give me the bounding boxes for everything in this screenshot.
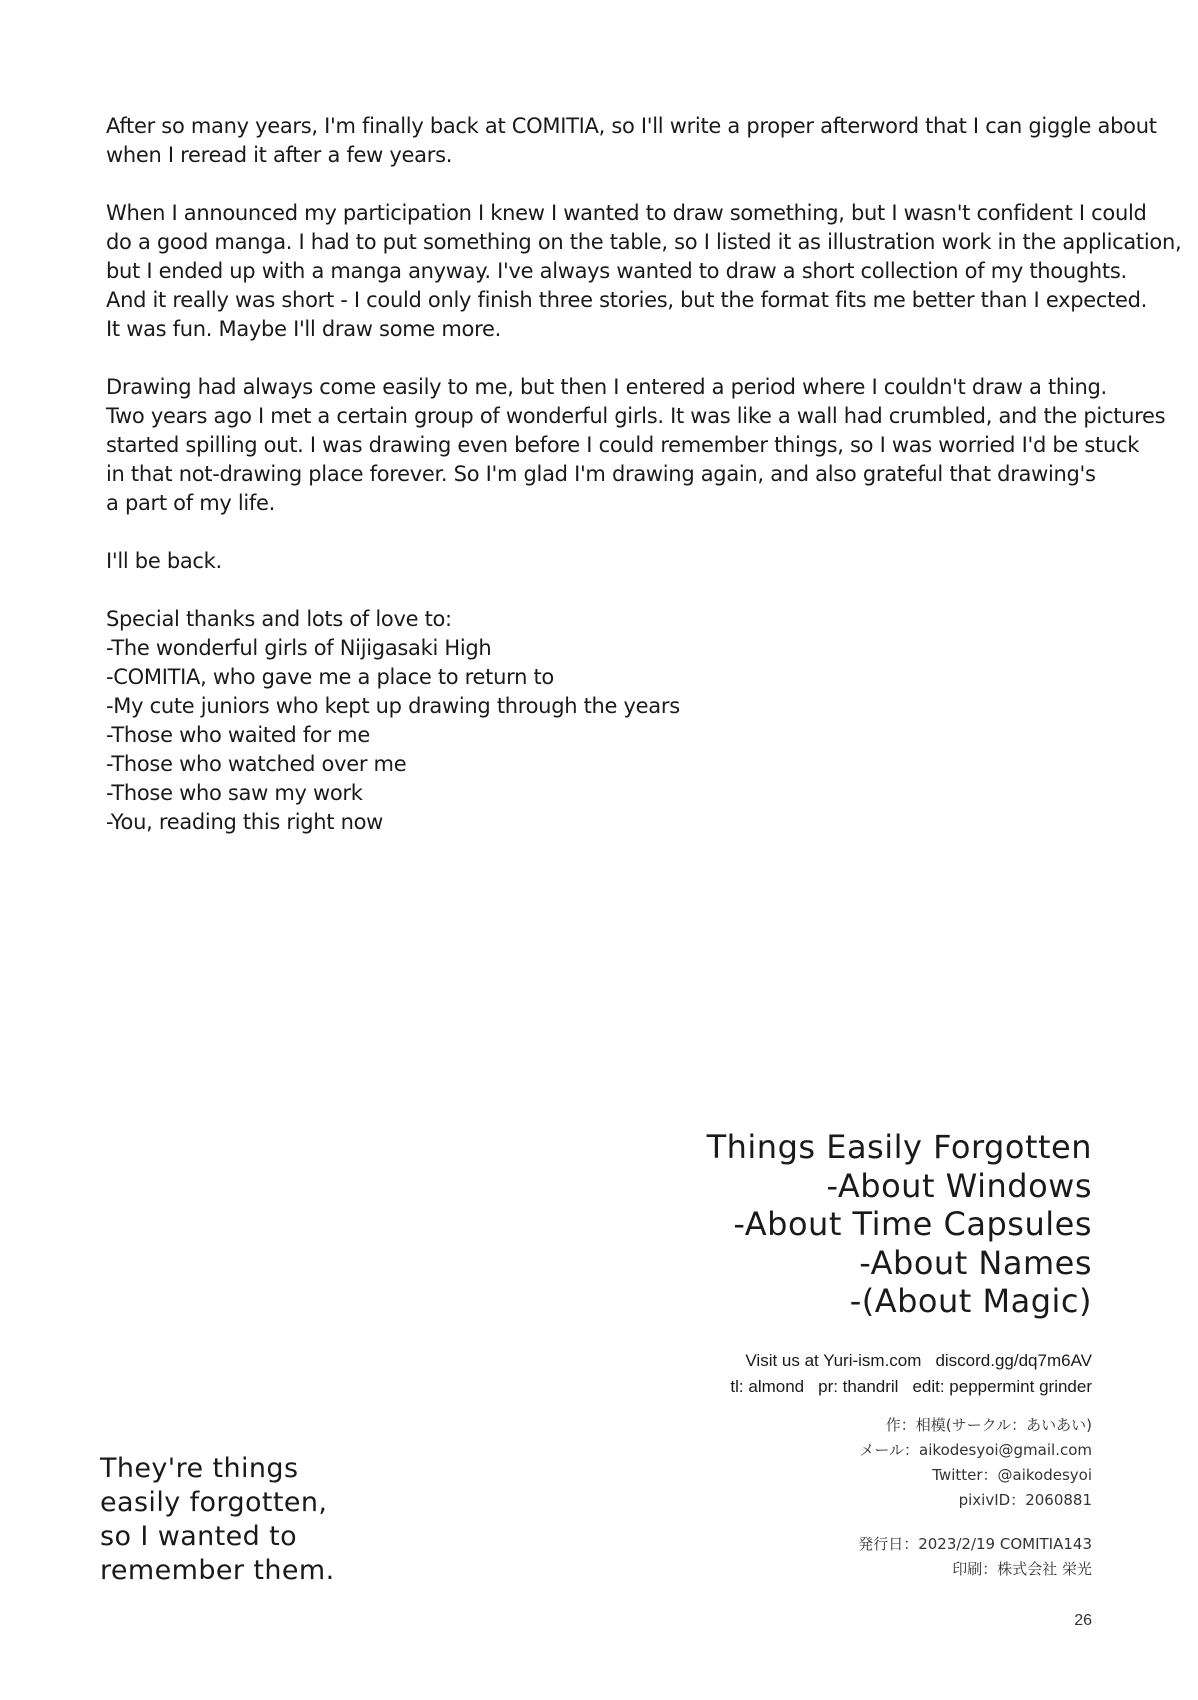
thanks-item: -The wonderful girls of Nijigasaki High xyxy=(106,636,492,660)
title-chapter: -About Windows xyxy=(826,1166,1092,1205)
email-line: メール：aikodesyoi@gmail.com xyxy=(859,1441,1092,1459)
publish-date-line: 発行日：2023/2/19 COMITIA143 xyxy=(858,1535,1092,1553)
pixiv-line: pixivID：2060881 xyxy=(958,1491,1092,1509)
title-chapter: -(About Magic) xyxy=(849,1282,1092,1320)
thanks-item: -Those who watched over me xyxy=(106,752,407,776)
text-line: Drawing had always come easily to me, but then I entered a period where I couldn't draw a thing. xyxy=(106,375,1107,399)
title-chapter: -About Time Capsules xyxy=(733,1205,1092,1243)
thanks-item: -Those who waited for me xyxy=(106,723,370,747)
thanks-item: -Those who saw my work xyxy=(106,781,363,805)
discord-link[interactable]: discord.gg/dq7m6AV xyxy=(935,1351,1092,1370)
twitter-line: Twitter：@aikodesyoi xyxy=(932,1466,1092,1484)
afterword-text xyxy=(106,112,1182,866)
text-line: I'll be back. xyxy=(106,549,222,573)
translator: tl: almond xyxy=(730,1377,805,1396)
tagline-line: remember them. xyxy=(100,1555,335,1586)
proofreader: pr: thandril xyxy=(818,1377,899,1396)
book-title xyxy=(532,1128,1092,1321)
text-line: but I ended up with a manga anyway. I've always wanted to draw a short collection of my thoughts. xyxy=(106,259,1127,283)
text-line: started spilling out. I was drawing even before I could remember things, so I was worried I'd be stuck xyxy=(106,433,1140,457)
text-line: When I announced my participation I knew I wanted to draw something, but I wasn't confident I could xyxy=(106,201,1147,225)
title-main: Things Easily Forgotten xyxy=(706,1128,1092,1166)
author-line: 作：相模(サークル：あいあい) xyxy=(885,1416,1092,1434)
tagline-line: so I wanted to xyxy=(100,1521,298,1552)
tagline-line: easily forgotten, xyxy=(100,1487,328,1518)
paragraph-thanks xyxy=(106,605,1126,837)
paragraph-return xyxy=(106,112,1157,170)
editor: edit: peppermint grinder xyxy=(912,1377,1092,1396)
website-link[interactable]: Visit us at Yuri-ism.com xyxy=(745,1351,922,1370)
text-line: do a good manga. I had to put something on the table, so I listed it as illustration work in the application, xyxy=(106,230,1182,254)
page-number: 26 xyxy=(1074,1612,1092,1629)
text-line: a part of my life. xyxy=(106,491,276,515)
colophon xyxy=(592,1413,1092,1582)
credits-links xyxy=(532,1348,1092,1374)
tagline-line: They're things xyxy=(100,1453,299,1484)
printer-line: 印刷：株式会社 栄光 xyxy=(952,1560,1092,1578)
thanks-item: -You, reading this right now xyxy=(106,810,384,834)
thanks-item: -My cute juniors who kept up drawing through the years xyxy=(106,694,680,718)
paragraph-drawing xyxy=(106,373,1166,518)
text-line: It was fun. Maybe I'll draw some more. xyxy=(106,317,501,341)
text-line: when I reread it after a few years. xyxy=(106,143,453,167)
text-line: And it really was short - I could only finish three stories, but the format fits me better than I expected. xyxy=(106,288,1148,312)
text-line: in that not-drawing place forever. So I'm glad I'm drawing again, and also grateful that drawing's xyxy=(106,462,1096,486)
thanks-item: -COMITIA, who gave me a place to return to xyxy=(106,665,554,689)
text-line: After so many years, I'm finally back at COMITIA, so I'll write a proper afterword that I can giggle about xyxy=(106,114,1157,138)
tagline xyxy=(100,1452,420,1588)
thanks-heading: Special thanks and lots of love to: xyxy=(106,607,452,631)
paragraph-manga xyxy=(106,199,1182,344)
text-line: Two years ago I met a certain group of wonderful girls. It was like a wall had crumbled, and the pictures xyxy=(106,404,1166,428)
credits-staff xyxy=(532,1374,1092,1400)
title-chapter: -About Names xyxy=(859,1243,1092,1282)
paragraph-back xyxy=(106,547,1126,576)
spacer xyxy=(592,1513,1092,1532)
scanlation-credits xyxy=(532,1348,1092,1400)
